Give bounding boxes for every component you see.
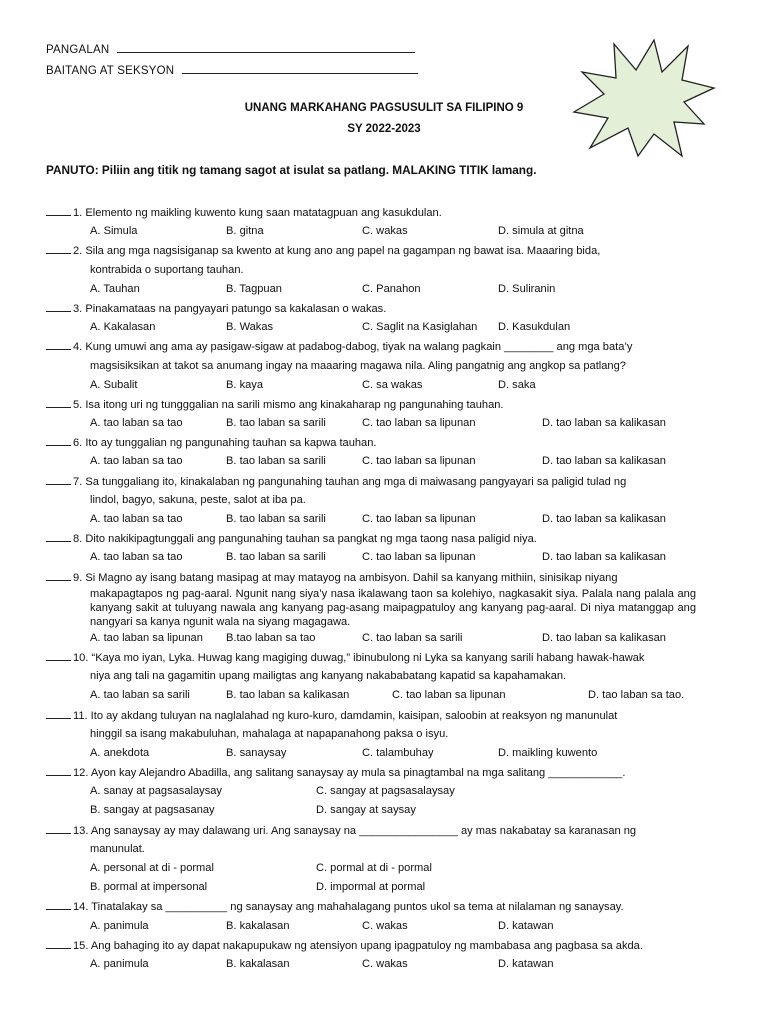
question-item [46,241,726,299]
question-text [46,337,726,356]
choice-option[interactable]: D. katawan [498,919,554,932]
choice-option[interactable]: C. Saglit na Kasiglahan [362,321,478,334]
choice-option[interactable]: C. tao laban sa sarili [362,631,463,644]
question-line-text: 11. Ito ay akdang tuluyan na naglalahad ng kuro-kuro, damdamin, kaisipan, saloobin at reaksyon ng manunulat [73,709,618,722]
question-item [46,433,726,471]
question-line-text: 3. Pinakamataas na pangyayari patungo sa kakalasan o wakas. [73,302,387,315]
choice-option[interactable]: A. tao laban sa tao [90,513,183,525]
answer-blank[interactable] [46,936,71,949]
question-line-text: 8. Dito nakikipagtunggali ang pangunahing tauhan sa pangkat ng mga taong nasa paligid niya. [73,533,537,546]
choice-option[interactable]: D. tao laban sa tao. [588,689,685,702]
question-line-text: 4. Kung umuwi ang ama ay pasigaw-sigaw at padabog-dabog, tiyak na walang pagkain ________ ang mga bata’y [73,341,633,354]
question-line-text: 13. Ang sanaysay ay may dalawang uri. Ang sanaysay na ________________ ay mas nakabatay sa karanasan ng [73,824,637,837]
choices-row [46,510,726,529]
question-line-text: 10. “Kaya mo iyan, Lyka. Huwag kang magiging duwag,” ibinubulong ni Lyka sa kanyang sarili habang hawak-hawak [73,651,645,664]
choice-option[interactable]: C. wakas [362,957,408,970]
question-text [46,648,726,667]
choice-option[interactable]: D. tao laban sa kalikasan [542,631,666,644]
question-item [46,706,726,764]
question-text-continued [46,667,726,686]
question-line-text: 7. Sa tunggaliang ito, kinakalaban ng pangunahing tauhan ang mga di maiwasang pangyayari sa paligid tulad ng [73,475,627,488]
name-field-row [46,41,415,56]
choice-option[interactable]: C. wakas [362,225,408,238]
question-item [46,337,726,395]
question-text [46,529,726,548]
answer-blank[interactable] [46,433,71,446]
choice-option[interactable]: A. Kakalasan [90,321,156,334]
question-text-continued [46,840,726,859]
choice-option[interactable]: B. Tagpuan [226,282,282,295]
choices-row [46,280,726,299]
question-text-continued [46,725,726,744]
question-item [46,763,726,821]
answer-blank[interactable] [46,763,71,776]
answer-blank[interactable] [46,203,71,216]
choice-option[interactable]: A. tao laban sa tao [90,417,183,430]
choices-row [46,414,726,433]
answer-blank[interactable] [46,299,71,312]
question-item [46,472,726,530]
question-line-text: 2. Sila ang mga nagsisiganap sa kwento at kung ano ang papel na gagampan ng bawat isa. Maaaring bida, [73,245,601,258]
choice-option[interactable]: D. impormal at pormal [316,881,426,894]
question-text [46,299,726,318]
question-line-text: 6. Ito ay tunggalian ng pangunahing tauhan sa kapwa tauhan. [73,437,377,450]
choice-option[interactable]: C. tao laban sa lipunan [362,551,476,564]
question-text [46,203,726,222]
question-item [46,299,726,337]
choice-option[interactable]: D. maikling kuwento [498,746,598,759]
question-line-text: manunulat. [90,842,145,855]
choice-option[interactable]: B. sanaysay [226,746,287,759]
choices-row [46,548,726,567]
question-line-text: 1. Elemento ng maikling kuwento kung saan matatagpuan ang kasukdulan. [73,207,442,219]
choice-option[interactable]: B. sangay at pagsasanay [90,804,215,817]
choice-option[interactable]: D. saka [498,378,536,391]
section-label: BAITANG AT SEKSYON [46,65,175,77]
answer-blank[interactable] [46,706,71,719]
choice-option[interactable]: A. anekdota [90,746,150,759]
question-item [46,395,726,433]
answer-blank[interactable] [46,568,71,581]
choices-row [46,744,726,763]
choice-option[interactable]: A. panimula [90,919,149,932]
answer-blank[interactable] [46,821,71,834]
choice-option[interactable]: A. Tauhan [90,282,140,295]
question-line-text: 14. Tinatalakay sa __________ ng sanaysay ang mahahalagang puntos ukol sa tema at nilalaman ng sanaysay. [73,901,624,914]
choice-option[interactable]: D. tao laban sa kalikasan [542,417,666,430]
question-text [46,395,726,414]
choice-option[interactable]: C. pormal at di - pormal [316,862,432,874]
choices-row [46,629,726,648]
question-text [46,763,726,782]
choices-row [46,917,726,936]
starburst-score-box [570,36,720,160]
choices-row [46,859,726,878]
choice-option[interactable]: B. tao laban sa kalikasan [226,689,350,702]
question-text [46,241,726,260]
choice-option[interactable]: B. tao laban sa sarili [226,513,326,525]
answer-blank[interactable] [46,241,71,254]
choice-option[interactable]: C. sa wakas [362,378,423,391]
question-line-text: niya ang tali na gagamitin upang mailigtas ang kanyang nakababatang kapatid sa kapahamakan. [90,670,567,683]
question-line-text: 5. Isa itong uri ng tungggalian na sarili mismo ang kinakaharap ng pangunahing tauhan. [73,398,504,411]
choices-row [46,782,726,801]
question-line-text: kontrabida o suportang tauhan. [90,263,244,276]
choice-option[interactable]: C. tao laban sa lipunan [362,455,476,468]
question-text-continued [46,491,726,510]
answer-blank[interactable] [46,395,71,408]
choice-option[interactable]: A. tao laban sa lipunan [90,631,203,644]
choice-option[interactable]: C. tao laban sa lipunan [362,513,476,525]
choices-row [46,878,726,897]
question-item [46,648,726,706]
name-blank[interactable] [117,41,415,53]
choice-option[interactable]: D. katawan [498,957,554,970]
choice-option[interactable]: B. Wakas [226,321,274,334]
choice-option[interactable]: C. Panahon [362,282,421,295]
exam-title: UNANG MARKAHANG PAGSUSULIT SA FILIPINO 9 [244,102,524,114]
question-text [46,433,726,452]
question-list [46,203,726,974]
choice-option[interactable]: A. sanay at pagsasalaysay [90,785,222,798]
choice-option[interactable]: A. Subalit [90,378,138,391]
choice-option[interactable]: D. Suliranin [498,282,556,295]
question-line-text: hinggil sa isang makabuluhan, mahalaga at napapanahong paksa o isyu. [90,727,449,740]
choice-option[interactable]: D. tao laban sa kalikasan [542,455,666,468]
question-line-text: 9. Si Magno ay isang batang masipag at may matayog na ambisyon. Dahil sa kanyang mithiin, sinisikap niyang [73,571,618,584]
choice-option[interactable]: C. talambuhay [362,746,434,759]
question-text [46,706,726,725]
choice-option[interactable]: B.tao laban sa tao [226,631,316,644]
choice-option[interactable]: A. personal at di - pormal [90,862,214,874]
school-year: SY 2022-2023 [347,123,421,135]
question-paragraph: makapagtapos ng pag-aaral. Ngunit nang siya’y nasa ikalawang taon sa kolehiyo, nagkasakit siya. Palala nang palala ang kanyang sakit at tuluyang nawala ang kanyang pag-asang maipagpatuloy ang kanyang pag-aaral. Di niya matanggap ang nangyari sa kanya ngunit wala na siyang magagawa. [90,587,696,628]
choice-option[interactable]: A. tao laban sa tao [90,455,183,468]
instructions: PANUTO: Piliin ang titik ng tamang sagot at isulat sa patlang. MALAKING TITIK lamang. [46,163,537,177]
section-field-row [46,62,418,77]
choice-option[interactable]: D. simula at gitna [498,225,584,238]
choice-option[interactable]: D. Kasukdulan [498,321,571,334]
question-text [46,568,726,587]
choice-option[interactable]: A. tao laban sa sarili [90,689,190,702]
choice-option[interactable]: C. tao laban sa lipunan [362,417,476,430]
choices-row [46,686,726,705]
answer-blank[interactable] [46,897,71,910]
choice-option[interactable]: D. tao laban sa kalikasan [542,513,666,525]
question-line-text: 12. Ayon kay Alejandro Abadilla, ang salitang sanaysay ay mula sa pinagtambal na mga salitang ____________. [73,767,626,780]
question-text [46,936,726,955]
choices-row [46,452,726,471]
choice-option[interactable]: A. Simula [90,225,138,238]
question-item [46,568,726,648]
choice-option[interactable]: B. kakalasan [226,919,290,932]
question-item [46,897,726,935]
choice-option[interactable]: B. tao laban sa sarili [226,417,326,430]
choice-option[interactable]: C. sangay at pagsasalaysay [316,785,455,798]
choice-option[interactable]: A. panimula [90,957,149,970]
question-item [46,821,726,898]
answer-blank[interactable] [46,648,71,661]
question-text-continued [46,261,726,280]
choices-row [46,376,726,395]
answer-blank[interactable] [46,472,71,485]
question-text-continued [46,357,726,376]
question-line-text: 15. Ang bahaging ito ay dapat nakapupukaw ng atensiyon upang ipagpatuloy ng mambabasa ang pagbasa sa akda. [73,939,643,952]
answer-blank[interactable] [46,337,71,350]
question-text [46,897,726,916]
question-item [46,203,726,241]
choices-row [46,222,726,241]
choice-option[interactable]: D. tao laban sa kalikasan [542,551,666,564]
choice-option[interactable]: B. pormal at impersonal [90,881,208,894]
choice-option[interactable]: B. gitna [226,225,264,238]
choice-option[interactable]: B. kaya [226,378,263,391]
question-item [46,529,726,567]
choice-option[interactable]: B. tao laban sa sarili [226,455,326,468]
question-text [46,821,726,840]
answer-blank[interactable] [46,529,71,542]
choice-option[interactable]: C. tao laban sa lipunan [392,689,506,702]
choice-option[interactable]: C. wakas [362,919,408,932]
choice-option[interactable]: B. tao laban sa sarili [226,551,326,564]
choice-option[interactable]: A. tao laban sa tao [90,551,183,564]
question-line-text: magsisiksikan at takot sa anumang ingay na maaaring magawa nila. Aling pangatnig ang angkop sa patlang? [90,359,626,372]
choices-row [46,318,726,337]
question-item [46,936,726,974]
choices-row [46,801,726,820]
choice-option[interactable]: D. sangay at saysay [316,804,416,817]
choices-row [46,955,726,974]
name-label: PANGALAN [46,44,110,56]
question-text [46,472,726,491]
section-blank[interactable] [182,62,418,74]
question-line-text: lindol, bagyo, sakuna, peste, salot at iba pa. [90,493,306,506]
choice-option[interactable]: B. kakalasan [226,957,290,970]
